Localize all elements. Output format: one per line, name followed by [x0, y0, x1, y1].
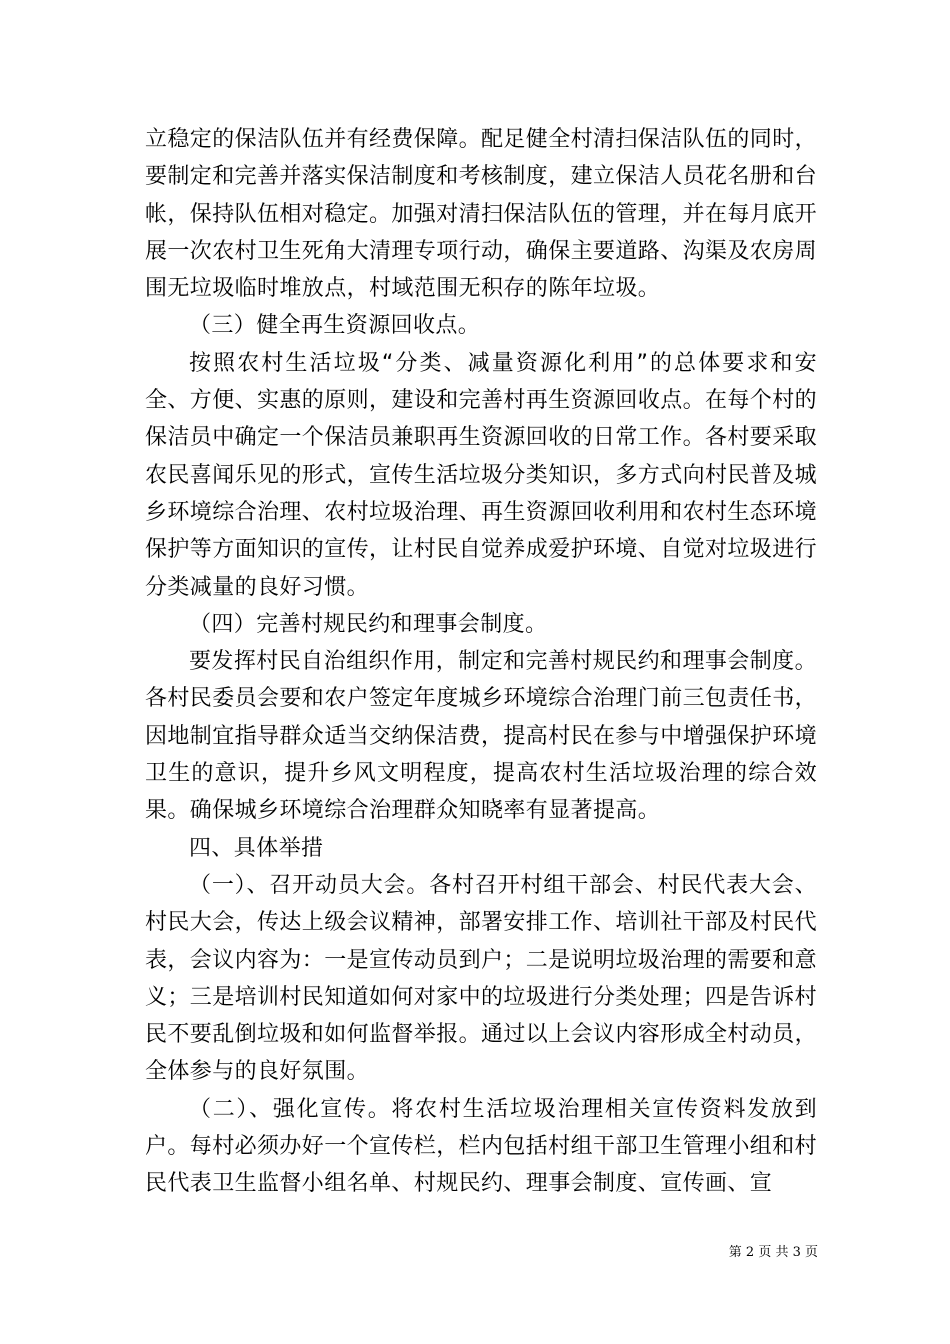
- paragraph-mobilization-meeting: （一）、召开动员大会。各村召开村组干部会、村民代表大会、村民大会，传达上级会议精神，部署安排工作、培训社干部及村民代表，会议内容为：一是宣传动员到户；二是说明垃圾治理的需要和意义；三是培训村民知道如何对家中的垃圾进行分类处理；四是告诉村民不要乱倒垃圾和如何监督举报。通过以上会议内容形成全村动员，全体参与的良好氛围。: [145, 872, 818, 1085]
- paragraph-continuation: 立稳定的保洁队伍并有经费保障。配足健全村清扫保洁队伍的同时，要制定和完善并落实保洁制度和考核制度，建立保洁人员花名册和台帐，保持队伍相对稳定。加强对清扫保洁队伍的管理，并在每月底开展一次农村卫生死角大清理专项行动，确保主要道路、沟渠及农房周围无垃圾临时堆放点，村域范围无积存的陈年垃圾。: [145, 127, 818, 302]
- section-heading-4: （四）完善村规民约和理事会制度。: [189, 611, 548, 637]
- chapter-heading-measures: 四、具体举措: [189, 835, 324, 861]
- page-number-footer: 第 2 页 共 3 页: [728, 1245, 818, 1260]
- paragraph-publicity: （二）、强化宣传。将农村生活垃圾治理相关宣传资料发放到户。每村必须办好一个宣传栏，栏内包括村组干部卫生管理小组和村民代表卫生监督小组名单、村规民约、理事会制度、宣传画、宣: [145, 1096, 818, 1197]
- section-heading-3: （三）健全再生资源回收点。: [189, 313, 481, 339]
- paragraph-village-rules: 要发挥村民自治组织作用，制定和完善村规民约和理事会制度。各村民委员会要和农户签定年度城乡环境综合治理门前三包责任书，因地制宜指导群众适当交纳保洁费，提高村民在参与中增强保护环境卫生的意识，提升乡风文明程度，提高农村生活垃圾治理的综合效果。确保城乡环境综合治理群众知晓率有显著提高。: [145, 649, 818, 824]
- paragraph-recycling: 按照农村生活垃圾“分类、减量资源化利用”的总体要求和安全、方便、实惠的原则，建设和完善村再生资源回收点。在每个村的保洁员中确定一个保洁员兼职再生资源回收的日常工作。各村要采取农民喜闻乐见的形式，宣传生活垃圾分类知识，多方式向村民普及城乡环境综合治理、农村垃圾治理、再生资源回收利用和农村生态环境保护等方面知识的宣传，让村民自觉养成爱护环境、自觉对垃圾进行分类减量的良好习惯。: [145, 350, 818, 600]
- document-body: [145, 121, 817, 1203]
